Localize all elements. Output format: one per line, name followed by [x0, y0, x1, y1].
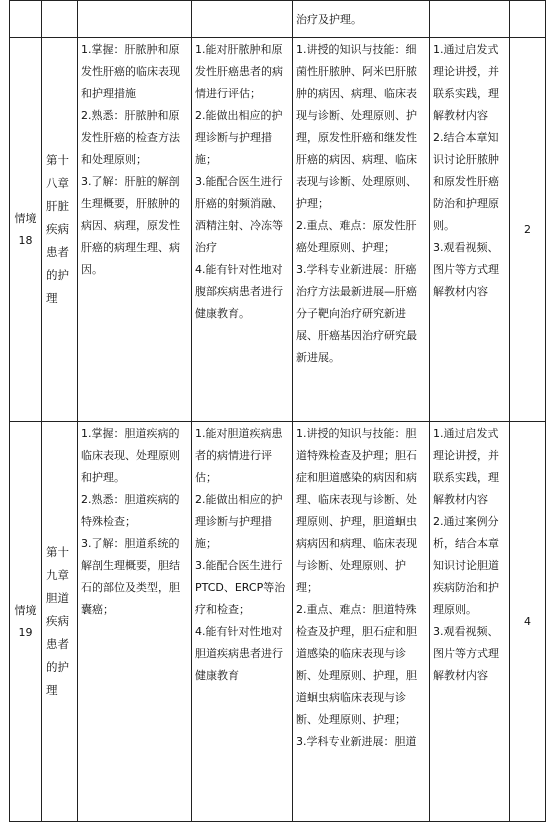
situation-cell — [10, 422, 42, 822]
knowledge-cell — [78, 38, 192, 422]
ability-cell — [192, 1, 293, 38]
hours-value: 4 — [524, 615, 531, 628]
hours-cell — [510, 422, 546, 822]
ability-cell — [192, 38, 293, 422]
chapter-title: 第十九章胆道疾病患者的护理 — [46, 545, 69, 697]
situation-cell — [10, 38, 42, 422]
table-row — [10, 422, 546, 822]
method-cell — [430, 38, 510, 422]
method-text: 1.通过启发式理论讲授，并联系实践，理解教材内容 2.通过案例分析，结合本章知识讨论胆道疾病防治和护理原则。 3.观看视频、图片等方式理解教材内容 — [433, 427, 499, 682]
method-cell — [430, 1, 510, 38]
curriculum-table — [9, 0, 546, 822]
chapter-title: 第十八章肝脏疾病患者的护理 — [46, 153, 69, 305]
content-text: 1.讲授的知识与技能：细菌性肝脓肿、阿米巴肝脓肿的病因、病理、临床表现与诊断、处理原则、护理，原发性肝癌和继发性肝癌的病因、病理、临床表现与诊断、处理原则、护理； 2.重点、难点：原发性肝癌处理原则、护理； 3.学科专业新进展：肝癌治疗方法最新进展—肝癌分子靶向治疗研究新进展、肝癌基因治疗研究最新进展。 — [296, 43, 417, 364]
content-cell — [293, 422, 430, 822]
table-row — [10, 38, 546, 422]
chapter-cell — [42, 422, 78, 822]
knowledge-text: 1.掌握：肝脓肿和原发性肝癌的临床表现和护理措施 2.熟悉：肝脓肿和原发性肝癌的检查方法和处理原则； 3.了解：肝脏的解剖生理概要，肝脓肿的病因、病理，原发性肝癌的病理生理、病因。 — [81, 43, 180, 276]
ability-text: 1.能对胆道疾病患者的病情进行评估； 2.能做出相应的护理诊断与护理措施； 3.能配合医生进行PTCD、ERCP等治疗和检查； 4.能有针对性地对胆道疾病患者进行健康教育 — [195, 427, 286, 682]
chapter-cell — [42, 1, 78, 38]
method-text: 1.通过启发式理论讲授，并联系实践，理解教材内容 2.结合本章知识讨论肝脓肿和原发性肝癌防治和护理原则。 3.观看视频、图片等方式理解教材内容 — [433, 43, 499, 298]
knowledge-cell — [78, 422, 192, 822]
hours-cell — [510, 1, 546, 38]
content-cell — [293, 1, 430, 38]
content-cell — [293, 38, 430, 422]
situation-label: 情境 19 — [14, 603, 37, 639]
chapter-cell — [42, 38, 78, 422]
knowledge-cell — [78, 1, 192, 38]
hours-cell — [510, 38, 546, 422]
content-text: 1.讲授的知识与技能：胆道特殊检查及护理；胆石症和胆道感染的病因和病理、临床表现与诊断、处理原则、护理，胆道蛔虫病病因和病理、临床表现与诊断、处理原则、护理； 2.重点、难点：胆道特殊检查及护理，胆石症和胆道感染的临床表现与诊断、处理原则、护理，胆道蛔虫病临床表现与诊断、处理原则、护理； 3.学科专业新进展：胆道 — [296, 427, 417, 748]
table-row — [10, 1, 546, 38]
hours-value: 2 — [524, 223, 531, 236]
content-text: 治疗及护理。 — [296, 12, 362, 26]
ability-text: 1.能对肝脓肿和原发性肝癌患者的病情进行评估； 2.能做出相应的护理诊断与护理措施； 3.能配合医生进行肝癌的射频消融、酒精注射、冷冻等治疗 4.能有针对性地对腹部疾病患者进行健康教育。 — [195, 43, 283, 320]
method-cell — [430, 422, 510, 822]
knowledge-text: 1.掌握：胆道疾病的临床表现、处理原则和护理。 2.熟悉：胆道疾病的特殊检查； 3.了解：胆道系统的解剖生理概要，胆结石的部位及类型，胆囊癌； — [81, 427, 180, 616]
situation-cell — [10, 1, 42, 38]
ability-cell — [192, 422, 293, 822]
situation-label: 情境 18 — [14, 211, 37, 247]
